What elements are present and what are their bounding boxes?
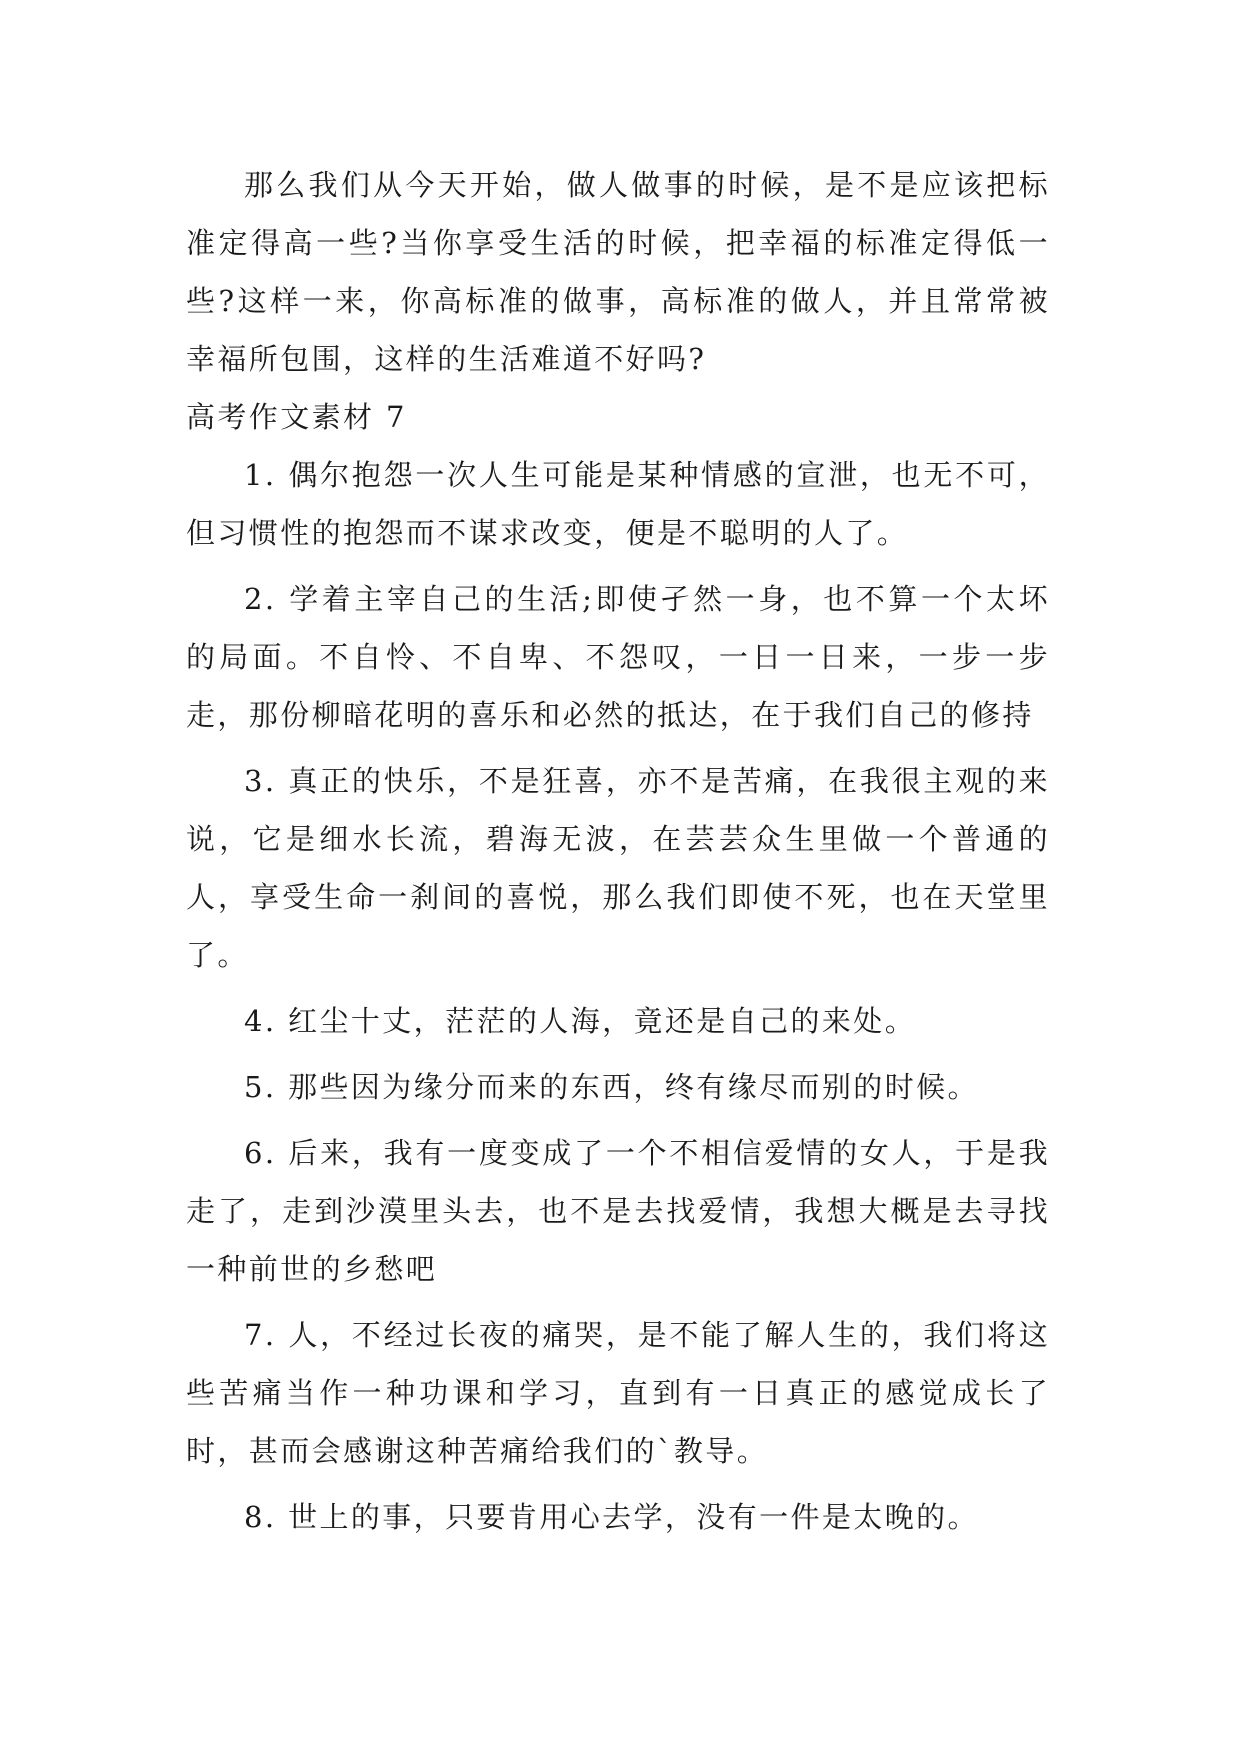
list-item: 5. 那些因为缘分而来的东西，终有缘尽而别的时候。 <box>244 1070 979 1104</box>
list-item: 3. 真正的快乐，不是狂喜，亦不是苦痛，在我很主观的来说，它是细水长流，碧海无波，在芸芸众生里做一个普通的人，享受生命一刹间的喜悦，那么我们即使不死，也在天堂里了。 <box>186 764 1050 972</box>
item-gap <box>186 744 1050 752</box>
list-item: 8. 世上的事，只要肯用心去学，没有一件是太晚的。 <box>244 1500 979 1534</box>
item-gap <box>186 984 1050 992</box>
list-item: 7. 人，不经过长夜的痛哭，是不能了解人生的，我们将这些苦痛当作一种功课和学习，直到有一日真正的感觉成长了时，甚而会感谢这种苦痛给我们的`教导。 <box>186 1318 1050 1468</box>
list-item: 6. 后来，我有一度变成了一个不相信爱情的女人，于是我走了，走到沙漠里头去，也不是去找爱情，我想大概是去寻找一种前世的乡愁吧 <box>186 1136 1050 1286</box>
list-item: 2. 学着主宰自己的生活;即使孑然一身，也不算一个太坏的局面。不自怜、不自卑、不怨叹，一日一日来，一步一步走，那份柳暗花明的喜乐和必然的抵达，在于我们自己的修持 <box>186 582 1050 732</box>
document-body <box>186 156 1050 1546</box>
list-item: 1. 偶尔抱怨一次人生可能是某种情感的宣泄，也无不可，但习惯性的抱怨而不谋求改变，便是不聪明的人了。 <box>186 458 1050 550</box>
item-gap <box>186 1298 1050 1306</box>
item-gap <box>186 1050 1050 1058</box>
item-gap <box>186 562 1050 570</box>
list-item: 4. 红尘十丈，茫茫的人海，竟还是自己的来处。 <box>244 1004 917 1038</box>
item-gap <box>186 1480 1050 1488</box>
item-gap <box>186 1116 1050 1124</box>
section-heading: 高考作文素材 7 <box>186 400 407 434</box>
intro-paragraph: 那么我们从今天开始，做人做事的时候，是不是应该把标准定得高一些?当你享受生活的时候，把幸福的标准定得低一些?这样一来，你高标准的做事，高标准的做人，并且常常被幸福所包围，这样的生活难道不好吗? <box>186 168 1050 376</box>
